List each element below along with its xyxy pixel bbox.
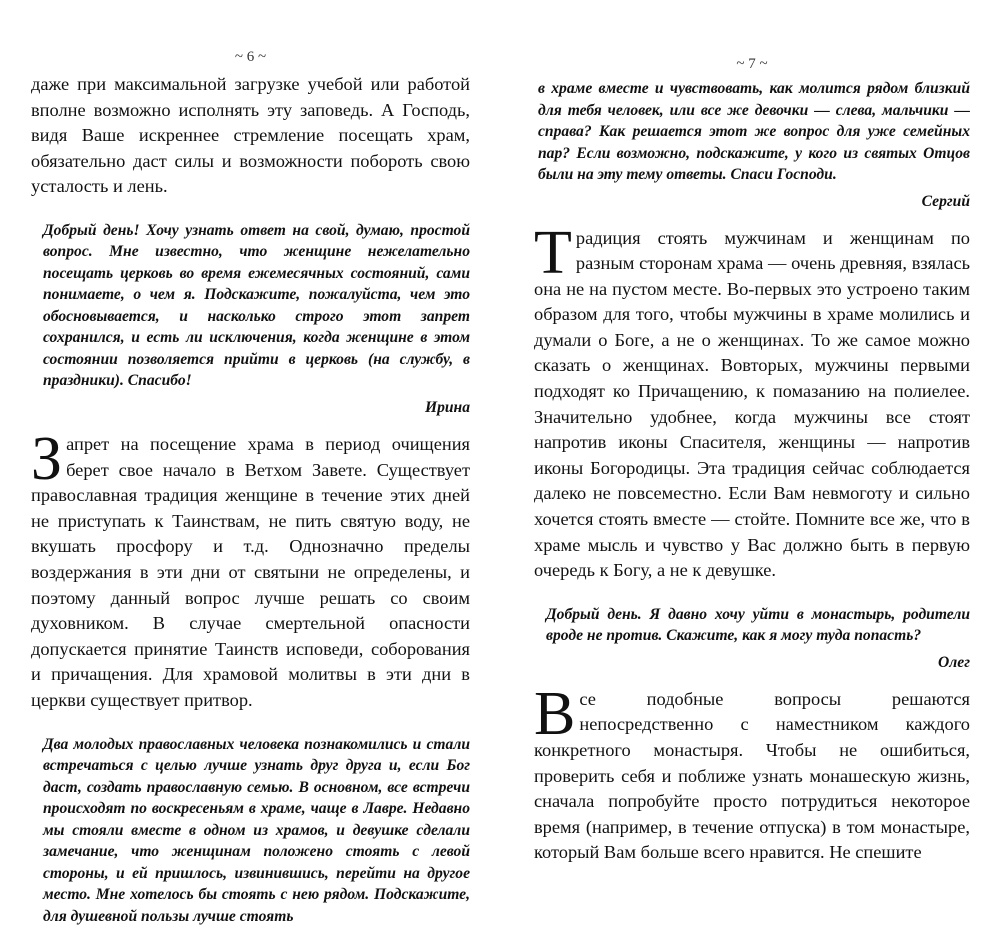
question-oleg: Добрый день. Я давно хочу уйти в монастырь, родители вроде не против. Скажите, как я могу туда попасть? bbox=[534, 604, 970, 647]
author-oleg: Олег bbox=[534, 653, 970, 673]
answer-text: апрет на посещение храма в период очищения берет свое начало в Ветхом Завете. Существует православная традиция женщине в течение этих дней не приступать к Таинствам, не пить святую воду, не вкушать просфору и т.д. Однозначно пределы воздержания в эти дни от святыни не определены, и поэтому данный вопрос лучше решать со своим духовником. В случае смертельной опасности допускается принятие Таинств исповеди, соборования и причащения. Для храмовой молитвы в эти дни в церкви существует притвор. bbox=[31, 434, 470, 710]
drop-cap: З bbox=[31, 435, 62, 483]
question-irina: Добрый день! Хочу узнать ответ на свой, думаю, простой вопрос. Мне известно, что женщине нежелательно посещать церковь во время ежемесячных состояний, сами понимаете, о чем я. Подскажите, пожалуйста, чем это обосновывается, и насколько строго этот запрет сохранился, и есть ли исключения, когда женщине в этом состоянии позволяется прийти в церковь (на службу, в праздники). Спасибо! bbox=[31, 220, 470, 392]
page-number: ~ 7 ~ bbox=[534, 50, 970, 78]
author-sergiy: Сергий bbox=[534, 192, 970, 212]
right-page bbox=[508, 0, 1000, 851]
intro-paragraph: даже при максимальной загрузке учебой или работой вполне возможно исполнять эту заповедь. А Господь, видя Ваше искреннее стремление посещать храм, обязательно даст силы и возможности побороть свою усталость и лень. bbox=[31, 72, 470, 200]
answer-text: радиция стоять мужчинам и женщинам по разным сторонам храма — очень древняя, взялась она не на пустом месте. Во-первых это устроено таким образом для того, чтобы мужчины в храме молились и думали о Боге, а не о женщинах. То же самое можно сказать о женщинах. Вовторых, мужчины первыми подходят ко Причащению, к помазанию на полиелее. Значительно удобнее, когда мужчины все стоят напротив иконы Спасителя, женщины — напротив иконы Богородицы. Эта традиция сейчас соблюдается далеко не повсеместно. Если Вам невмоготу и сильно хочется стоять вместе — стойте. Помните все же, что в храме мысль и чувство у Вас должно быть в первую очередь к Богу, а не к девушке. bbox=[534, 228, 970, 581]
page-number: ~ 6 ~ bbox=[31, 42, 470, 72]
drop-cap: В bbox=[534, 690, 575, 738]
question-sergiy-part-1: Два молодых православных человека познакомились и стали встречаться с целью лучше узнать друг друга и, если Бог даст, создать православную семью. В основном, все встречи происходят по воскресеньям в храме, чаще в Лавре. Недавно мы стояли вместе в одном из храмов, и девушке сделали замечание, что женщинам положено стоять с левой стороны, и ей пришлось, извинившись, перейти на другое место. Мне хотелось бы стоять с нею рядом. Подскажите, для душевной пользы лучше стоять bbox=[31, 734, 470, 927]
author-irina: Ирина bbox=[31, 398, 470, 418]
answer-text: се подобные вопросы решаются непосредственно с наместником каждого конкретного монастыря. Чтобы не ошибиться, проверить себя и поближе узнать монашескую жизнь, сначала попробуйте просто потрудиться некоторое время (например, в течение отпуска) в том монастыре, который Вам больше всего нравится. Не спешите bbox=[534, 689, 970, 863]
answer-oleg bbox=[534, 687, 970, 866]
drop-cap: Т bbox=[534, 229, 572, 277]
answer-sergiy bbox=[534, 226, 970, 584]
left-page bbox=[0, 0, 492, 851]
question-sergiy-part-2: в храме вместе и чувствовать, как молится рядом близкий для тебя человек, или все же девочки — слева, мальчики — справа? Как решается этот же вопрос для уже семейных пар? Если возможно, подскажите, у кого из святых Отцов были на эту тему ответы. Спаси Господи. bbox=[534, 78, 970, 186]
answer-irina bbox=[31, 432, 470, 714]
